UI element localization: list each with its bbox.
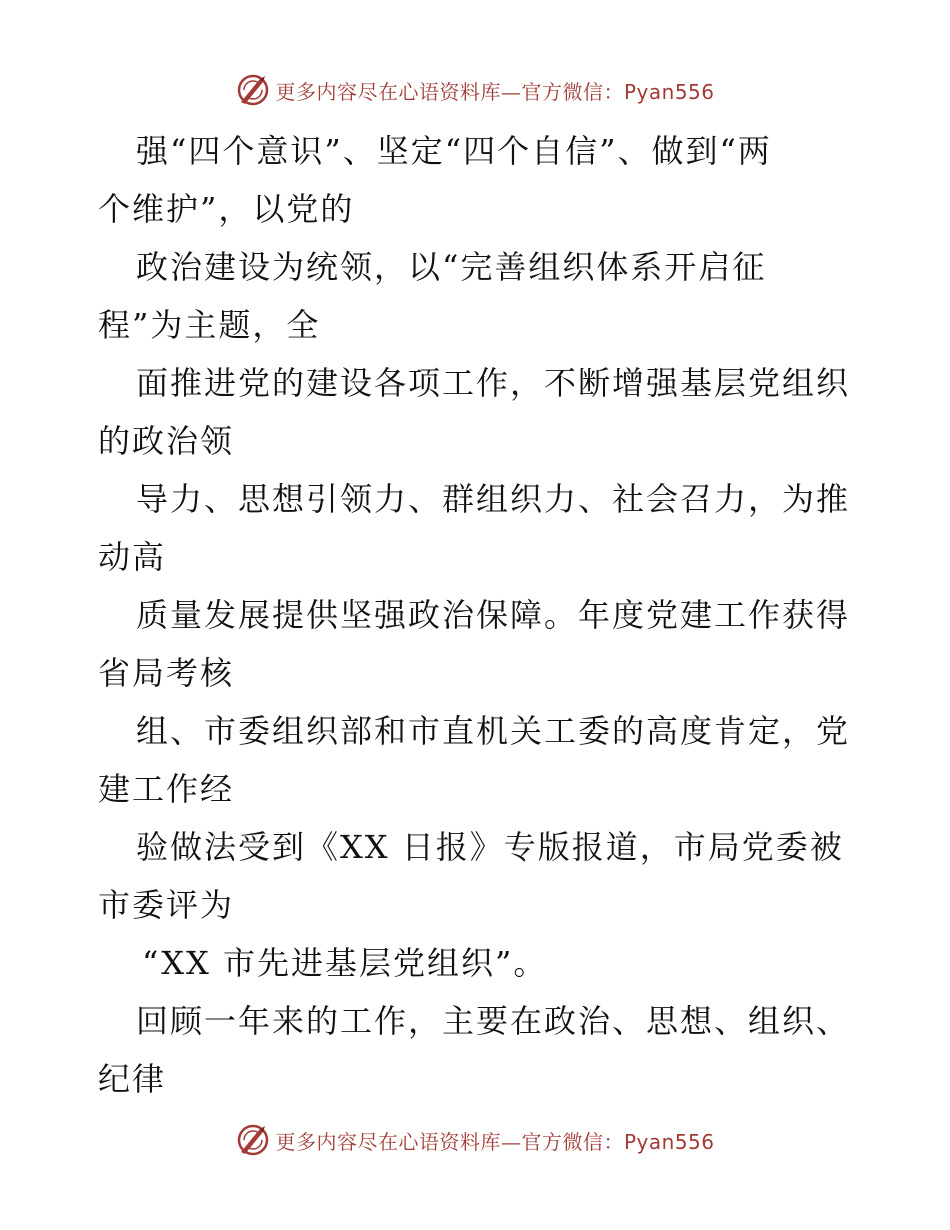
text-line: 的政治领: [98, 422, 235, 460]
text-line: 动高: [98, 538, 167, 576]
text-line: 验做法受到《XX 日报》专版报道，市局党委被: [136, 828, 844, 866]
text-line: 面推进党的建设各项工作，不断增强基层党组织: [136, 364, 851, 402]
text-line: 回顾一年来的工作，主要在政治、思想、组织、: [136, 1002, 851, 1040]
text-line: 纪律: [98, 1060, 167, 1098]
watermark-text: 更多内容尽在心语资料库—官方微信：Pyan556: [275, 1129, 715, 1154]
text-line: 市委评为: [98, 886, 235, 924]
text-line: 质量发展提供坚强政治保障。年度党建工作获得: [136, 596, 851, 634]
footer-watermark: [0, 1120, 950, 1160]
watermark-text: 更多内容尽在心语资料库—官方微信：Pyan556: [275, 79, 715, 104]
text-line: 政治建设为统领，以“完善组织体系开启征: [136, 248, 767, 286]
text-line: 建工作经: [98, 770, 235, 808]
pen-circle-logo-icon: [235, 1122, 271, 1158]
header-watermark: [0, 70, 950, 110]
document-body: [98, 122, 858, 1108]
text-line: “XX 市先进基层党组织”。: [142, 944, 548, 982]
text-line: 程”为主题，全: [98, 306, 321, 344]
text-line: 省局考核: [98, 654, 235, 692]
text-line: 个维护”，以党的: [98, 190, 355, 228]
text-line: 强“四个意识”、坚定“四个自信”、做到“两: [136, 132, 772, 170]
text-line: 组、市委组织部和市直机关工委的高度肯定，党: [136, 712, 851, 750]
text-line: 导力、思想引领力、群组织力、社会召力，为推: [136, 480, 851, 518]
pen-circle-logo-icon: [235, 72, 271, 108]
